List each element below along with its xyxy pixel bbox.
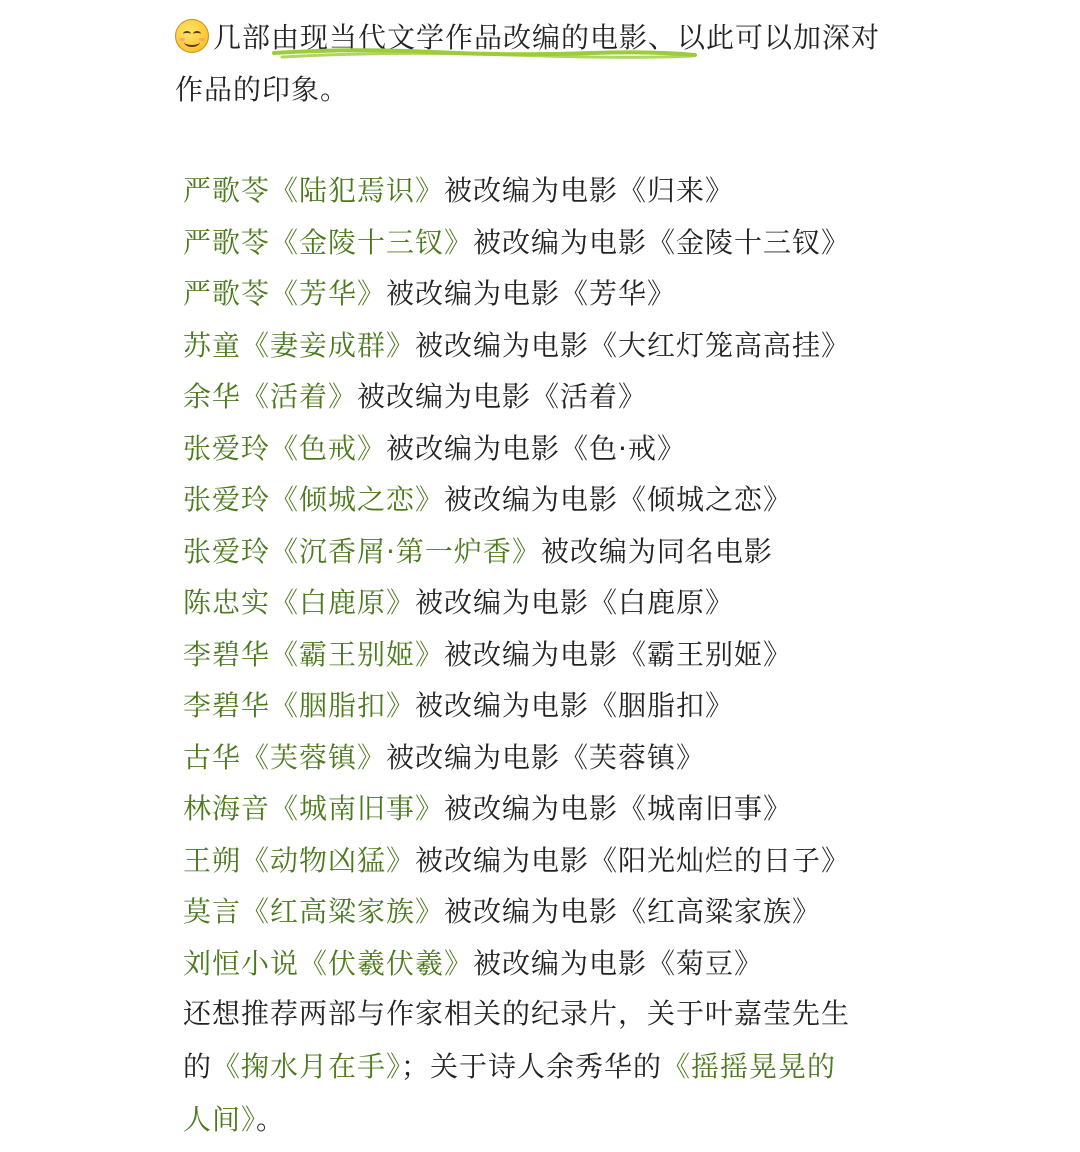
author-name: 莫言 (183, 895, 242, 928)
author-name: 严歌苓 (183, 225, 271, 259)
novel-title: 《陆犯焉识》 (270, 174, 445, 207)
novel-title: 《倾城之恋》 (270, 483, 445, 516)
adaptation-text: 被改编为电影 (386, 740, 561, 774)
novel-title: 《芳华》 (270, 277, 387, 310)
film-title: 《胭脂扣》 (589, 689, 735, 722)
film-title: 《大红灯笼高高挂》 (589, 328, 851, 362)
novel-title: 《活着》 (241, 380, 358, 413)
film-title: 《活着》 (531, 380, 648, 413)
closing-line-1: 还想推荐两部与作家相关的纪录片，关于叶嘉莹先生 (183, 997, 851, 1030)
adaptation-text: 被改编为电影 (415, 328, 590, 362)
adaptation-text: 被改编为电影 (473, 225, 648, 259)
film-title: 《菊豆》 (647, 946, 764, 980)
intro-underlined-text: 由现当代文学作品改编的电影、 (271, 21, 678, 54)
novel-title: 《白鹿原》 (270, 586, 416, 619)
closing-period: 。 (256, 1103, 286, 1136)
novel-title: 《动物凶猛》 (241, 843, 416, 877)
list-item (183, 886, 903, 938)
closing-paragraph (183, 987, 903, 1146)
list-item (183, 629, 903, 681)
author-name: 张爱玲 (183, 483, 271, 516)
novel-title: 《伏羲伏羲》 (299, 946, 474, 980)
novel-title: 《胭脂扣》 (270, 689, 416, 722)
adaptation-text: 被改编为电影 (444, 637, 619, 671)
documentary-title: 《掬水月在手》 (212, 1050, 402, 1083)
author-name: 张爱玲 (183, 534, 271, 568)
author-name: 王朔 (183, 843, 242, 877)
list-item (183, 320, 903, 372)
adaptation-text: 被改编为电影 (415, 586, 590, 619)
author-name: 苏童 (183, 328, 242, 362)
author-name: 余华 (183, 380, 242, 413)
adaptation-text: 被改编为电影 (444, 895, 619, 928)
author-name: 古华 (183, 740, 242, 774)
film-title: 《芳华》 (560, 277, 677, 310)
adaptation-text: 被改编为电影 (444, 174, 619, 207)
novel-title: 《色戒》 (270, 431, 387, 465)
adaptation-text: 被改编为电影 (357, 380, 532, 413)
adaptation-text: 被改编为电影 (386, 431, 561, 465)
intro-text-start: 几部 (213, 21, 272, 54)
novel-title: 《城南旧事》 (270, 792, 445, 825)
adaptation-text: 被改编为电影 (444, 792, 619, 825)
author-name: 刘恒小说 (183, 946, 300, 980)
film-title: 《红高粱家族》 (618, 895, 822, 928)
adaptation-text: 被改编为电影 (444, 483, 619, 516)
author-name: 林海音 (183, 792, 271, 825)
adaptation-text: 被改编为电影 (415, 843, 590, 877)
film-title: 《阳光灿烂的日子》 (589, 843, 851, 877)
film-title: 《霸王别姬》 (618, 637, 793, 671)
novel-title: 《金陵十三钗》 (270, 225, 474, 259)
adaptation-text: 被改编为电影 (415, 689, 590, 722)
author-name: 严歌苓 (183, 277, 271, 310)
list-item (183, 577, 903, 629)
adaptation-text: 被改编为电影 (386, 277, 561, 310)
list-item (183, 680, 903, 732)
list-item (183, 165, 903, 217)
author-name: 严歌苓 (183, 174, 271, 207)
list-item (183, 835, 903, 887)
adaptation-list (183, 165, 903, 989)
novel-title: 《妻妾成群》 (241, 328, 416, 362)
list-item (183, 268, 903, 320)
list-item (183, 217, 903, 269)
list-item (183, 526, 903, 578)
closing-text: ；关于诗人余秀华的 (401, 1050, 663, 1083)
novel-title: 《沉香屑·第一炉香》 (270, 534, 541, 568)
film-title: 《金陵十三钗》 (647, 225, 851, 259)
film-title: 《城南旧事》 (618, 792, 793, 825)
closing-text: 的 (183, 1050, 213, 1083)
author-name: 陈忠实 (183, 586, 271, 619)
list-item (183, 732, 903, 784)
smiling-face-icon (175, 19, 209, 53)
list-item (183, 423, 903, 475)
list-item (183, 371, 903, 423)
list-item (183, 783, 903, 835)
closing-line-3 (183, 1093, 903, 1146)
film-title: 《白鹿原》 (589, 586, 735, 619)
list-item (183, 938, 903, 990)
film-title: 《芙蓉镇》 (560, 740, 706, 774)
adaptation-text: 被改编为电影 (473, 946, 648, 980)
documentary-title: 《摇摇晃晃的 (662, 1050, 837, 1083)
list-item (183, 474, 903, 526)
author-name: 张爱玲 (183, 431, 271, 465)
film-title: 《色·戒》 (560, 431, 686, 465)
author-name: 李碧华 (183, 637, 271, 671)
closing-line-2 (183, 1040, 903, 1093)
film-title: 《倾城之恋》 (618, 483, 793, 516)
documentary-title: 人间》 (183, 1103, 257, 1136)
novel-title: 《芙蓉镇》 (241, 740, 387, 774)
intro-text-end: 以此可以加深对作品的印象。 (175, 21, 881, 106)
highlight-underline (272, 45, 697, 65)
novel-title: 《霸王别姬》 (270, 637, 445, 671)
adaptation-text: 被改编为同名电影 (540, 534, 773, 568)
author-name: 李碧华 (183, 689, 271, 722)
novel-title: 《红高粱家族》 (241, 895, 445, 928)
film-title: 《归来》 (618, 174, 735, 207)
